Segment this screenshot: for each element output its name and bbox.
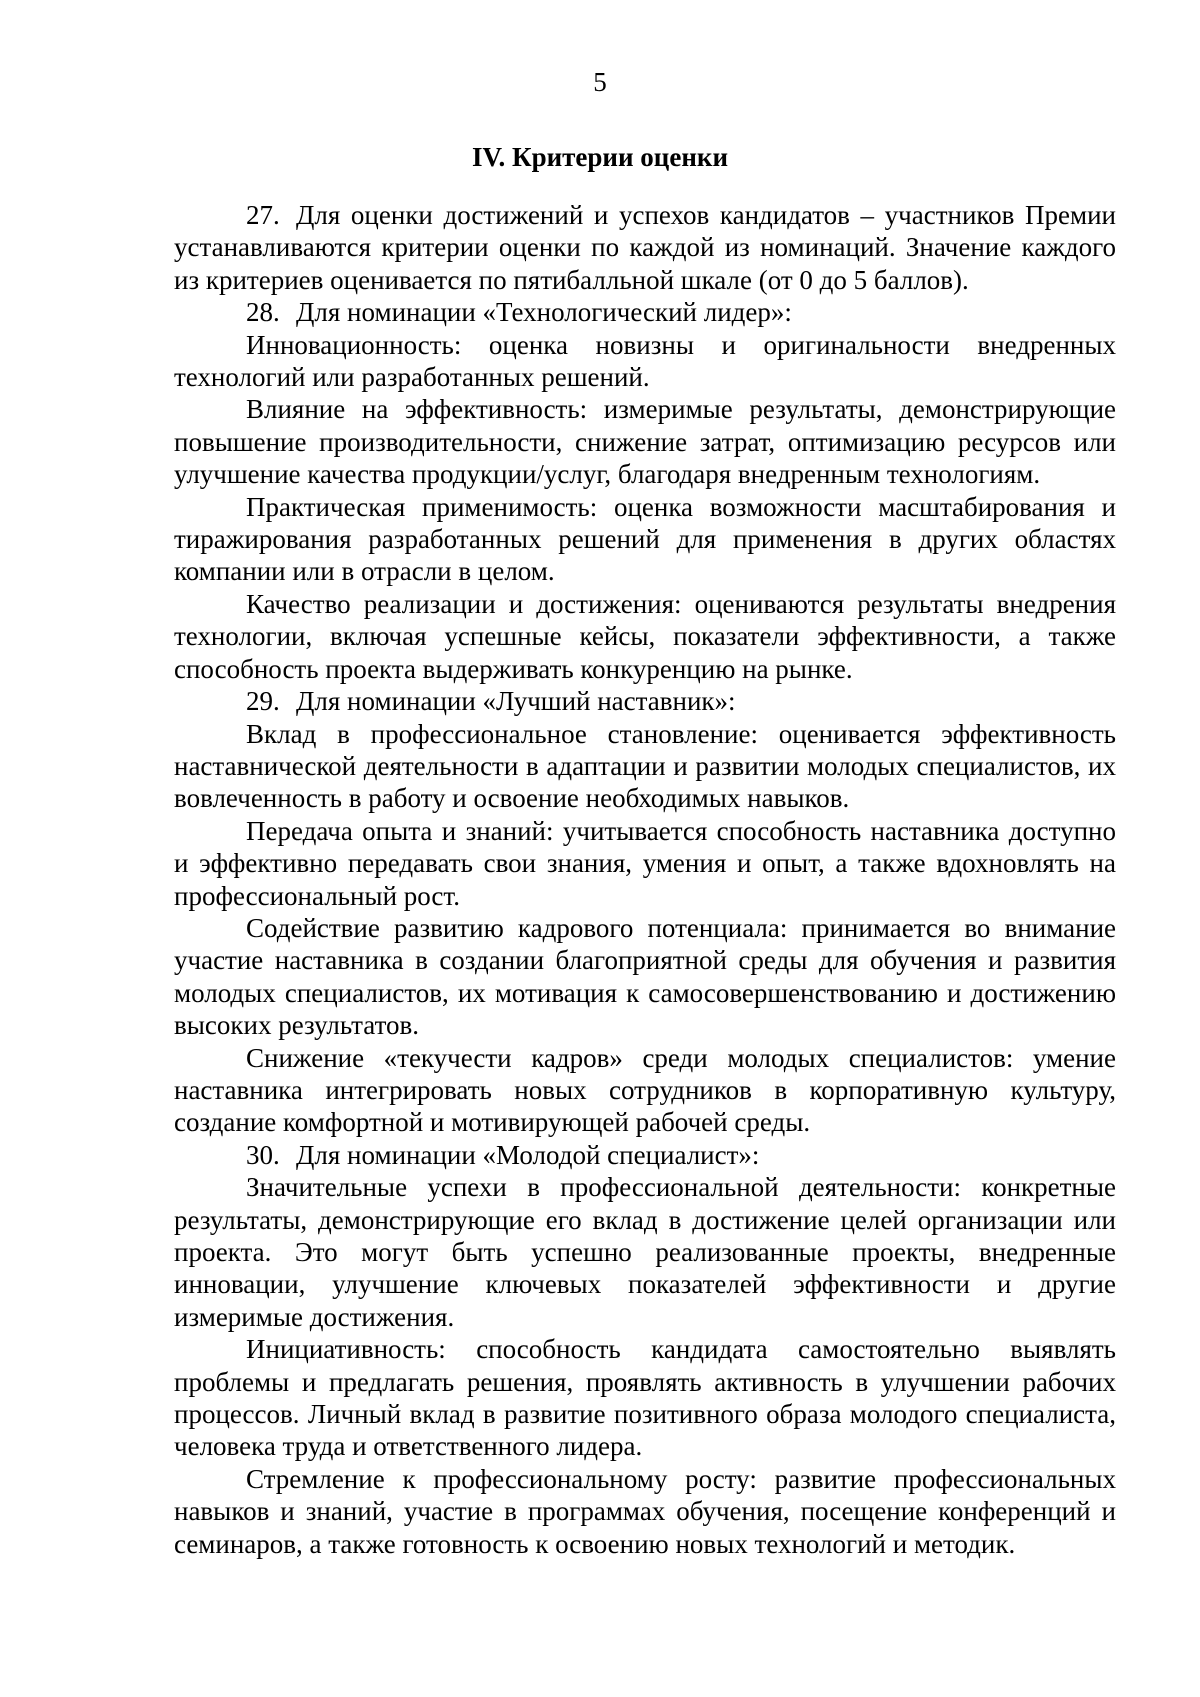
criterion-innovation <box>174 329 1116 394</box>
page-number: 5 <box>593 67 607 97</box>
paragraph-text: Практическая применимость: оценка возможности масштабирования и тиражирования разработанных решений для применения в других областях компании или в отрасли в целом. <box>174 491 1116 587</box>
paragraph-text: Для номинации «Молодой специалист»: <box>296 1139 760 1170</box>
clause-number: 27. <box>246 200 280 230</box>
paragraph-29 <box>174 685 1116 717</box>
clause-number: 29. <box>246 686 280 717</box>
paragraph-text: Для номинации «Технологический лидер»: <box>296 297 792 328</box>
clause-number: 28. <box>246 297 280 328</box>
paragraph-27 <box>174 199 1116 296</box>
criterion-efficiency <box>174 393 1116 490</box>
paragraph-text: Инициативность: способность кандидата самостоятельно выявлять проблемы и предлагать решения, проявлять активность в улучшении рабочих процессов. Личный вклад в развитие позитивного образа молодого специалиста, человека труда и ответственного лидера. <box>174 1334 1116 1462</box>
paragraph-text: Для оценки достижений и успехов кандидатов – участников Премии устанавливаются критерии оценки по каждой из номинаций. Значение каждого из критериев оценивается по пятибалльной шкале (от 0 до 5 баллов). <box>174 200 1116 295</box>
criterion-achievements <box>174 1171 1116 1333</box>
criterion-turnover-reduction <box>174 1042 1116 1139</box>
criterion-professional-growth <box>174 1463 1116 1560</box>
paragraph-text: Передача опыта и знаний: учитывается способность наставника доступно и эффективно передавать свои знания, умения и опыт, а также вдохновлять на профессиональный рост. <box>174 815 1116 911</box>
paragraph-text: Стремление к профессиональному росту: развитие профессиональных навыков и знаний, участие в программах обучения, посещение конференций и семинаров, а также готовность к освоению новых технологий и методик. <box>174 1463 1116 1559</box>
paragraph-text: Для номинации «Лучший наставник»: <box>296 686 736 717</box>
document-body <box>174 199 1116 1560</box>
paragraph-text: Снижение «текучести кадров» среди молодых специалистов: умение наставника интегрировать новых сотрудников в корпоративную культуру, создание комфортной и мотивирующей рабочей среды. <box>174 1042 1116 1138</box>
section-title: IV. Критерии оценки <box>471 142 728 172</box>
paragraph-text: Содействие развитию кадрового потенциала: принимается во внимание участие наставника в создании благоприятной среды для обучения и развития молодых специалистов, их мотивация к самосовершенствованию и достижению высоких результатов. <box>174 912 1116 1041</box>
criterion-talent-potential <box>174 912 1116 1042</box>
criterion-implementation-quality <box>174 588 1116 685</box>
paragraph-text: Качество реализации и достижения: оцениваются результаты внедрения технологии, включая успешные кейсы, показатели эффективности, а также способность проекта выдерживать конкуренцию на рынке. <box>174 588 1116 684</box>
criterion-initiative <box>174 1333 1116 1463</box>
criterion-knowledge-transfer <box>174 815 1116 912</box>
paragraph-30 <box>174 1139 1116 1171</box>
paragraph-text: Вклад в профессиональное становление: оценивается эффективность наставнической деятельности в адаптации и развитии молодых специалистов, их вовлеченность в работу и освоение необходимых навыков. <box>174 718 1116 814</box>
paragraph-28 <box>174 296 1116 328</box>
criterion-applicability <box>174 491 1116 588</box>
paragraph-text: Значительные успехи в профессиональной деятельности: конкретные результаты, демонстрирующие его вклад в достижение целей организации или проекта. Это могут быть успешно реализованные проекты, внедренные инновации, улучшение ключевых показателей эффективности и другие измеримые достижения. <box>174 1172 1116 1332</box>
criterion-professional-development <box>174 718 1116 815</box>
paragraph-text: Влияние на эффективность: измеримые результаты, демонстрирующие повышение производительности, снижение затрат, оптимизацию ресурсов или улучшение качества продукции/услуг, благодаря внедренным технологиям. <box>174 394 1116 490</box>
clause-number: 30. <box>246 1139 280 1170</box>
paragraph-text: Инновационность: оценка новизны и оригинальности внедренных технологий или разработанных решений. <box>174 329 1116 393</box>
